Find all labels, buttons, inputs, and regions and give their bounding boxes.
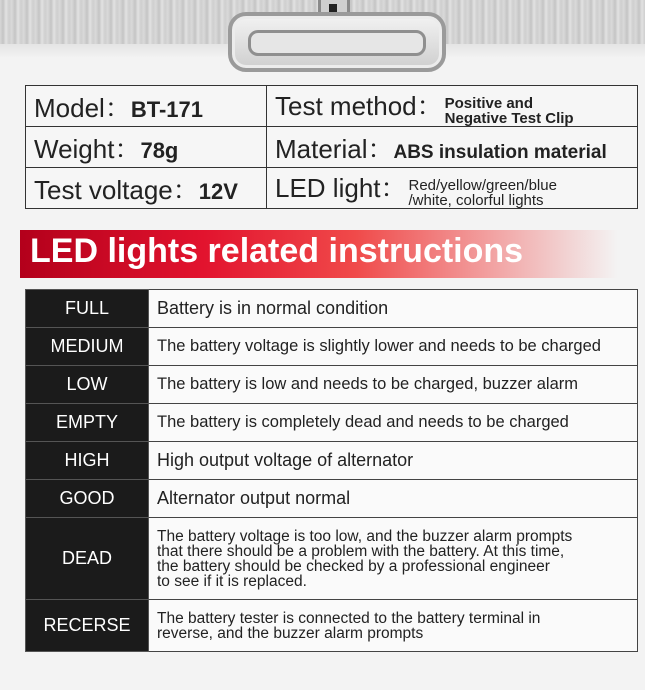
led-light-value-line: Red/yellow/green/blue — [408, 176, 557, 194]
description-line: The battery is low and needs to be charged, buzzer alarm — [157, 375, 578, 393]
section-title: LED lights related instructions — [30, 232, 524, 270]
material-label: Material： — [275, 133, 394, 164]
description-line: that there should be a problem with the battery. At this time, — [157, 542, 565, 560]
led-status-label: FULL — [26, 290, 149, 328]
description-line: The battery voltage is too low, and the buzzer alarm prompts — [157, 527, 573, 545]
spec-material-cell — [267, 127, 638, 168]
led-status-label: DEAD — [26, 518, 149, 600]
led-status-label: EMPTY — [26, 404, 149, 442]
led-light-label: LED light： — [275, 173, 407, 204]
status-description — [149, 442, 638, 480]
spec-test-method-cell — [267, 86, 638, 127]
instruction-row — [26, 600, 638, 652]
status-description — [149, 328, 638, 366]
material-value: ABS insulation material — [393, 141, 607, 163]
status-description — [149, 366, 638, 404]
spec-voltage-cell — [26, 168, 267, 209]
status-description — [149, 290, 638, 328]
description-line: Battery is in normal condition — [157, 298, 389, 318]
description-line: High output voltage of alternator — [157, 450, 414, 470]
description-line: reverse, and the buzzer alarm prompts — [157, 624, 424, 642]
specifications-table — [25, 85, 638, 209]
instruction-row — [26, 480, 638, 518]
model-value: BT-171 — [130, 96, 203, 122]
description-line: The battery is completely dead and needs to be charged — [157, 413, 569, 431]
voltage-label: Test voltage： — [34, 174, 199, 205]
status-description — [149, 404, 638, 442]
test-method-value — [445, 96, 574, 126]
led-status-label: LOW — [26, 366, 149, 404]
model-label: Model： — [34, 92, 131, 123]
test-method-label: Test method： — [275, 91, 443, 122]
description-line: to see if it is replaced. — [157, 572, 307, 590]
description-line: The battery tester is connected to the battery terminal in — [157, 609, 541, 627]
led-status-label: HIGH — [26, 442, 149, 480]
instruction-row — [26, 518, 638, 600]
weight-value: 78g — [140, 137, 179, 163]
led-status-label: MEDIUM — [26, 328, 149, 366]
spec-row — [26, 168, 638, 209]
status-description — [149, 480, 638, 518]
spec-row — [26, 86, 638, 127]
description-line: Alternator output normal — [157, 488, 351, 508]
status-description — [149, 518, 638, 600]
spec-led-cell — [267, 168, 638, 209]
instruction-row — [26, 442, 638, 480]
clipboard-clip — [228, 12, 446, 72]
instruction-row — [26, 404, 638, 442]
instruction-row — [26, 366, 638, 404]
led-status-label: GOOD — [26, 480, 149, 518]
led-light-value-line: /white, colorful lights — [408, 191, 544, 209]
instruction-row — [26, 290, 638, 328]
weight-label: Weight： — [34, 133, 141, 164]
description-line: the battery should be checked by a professional engineer — [157, 557, 550, 575]
status-description — [149, 600, 638, 652]
spec-weight-cell — [26, 127, 267, 168]
clip-handle — [248, 30, 426, 56]
spec-model-cell — [26, 86, 267, 127]
test-method-value-line: Negative Test Clip — [444, 109, 574, 127]
instruction-row — [26, 328, 638, 366]
led-status-label: RECERSE — [26, 600, 149, 652]
description-line: The battery voltage is slightly lower and needs to be charged — [157, 337, 601, 355]
test-method-value-line: Positive and — [444, 94, 533, 112]
section-banner — [20, 230, 630, 278]
voltage-value: 12V — [198, 178, 238, 204]
led-instructions-table — [25, 289, 638, 652]
led-light-value — [409, 178, 557, 208]
spec-row — [26, 127, 638, 168]
